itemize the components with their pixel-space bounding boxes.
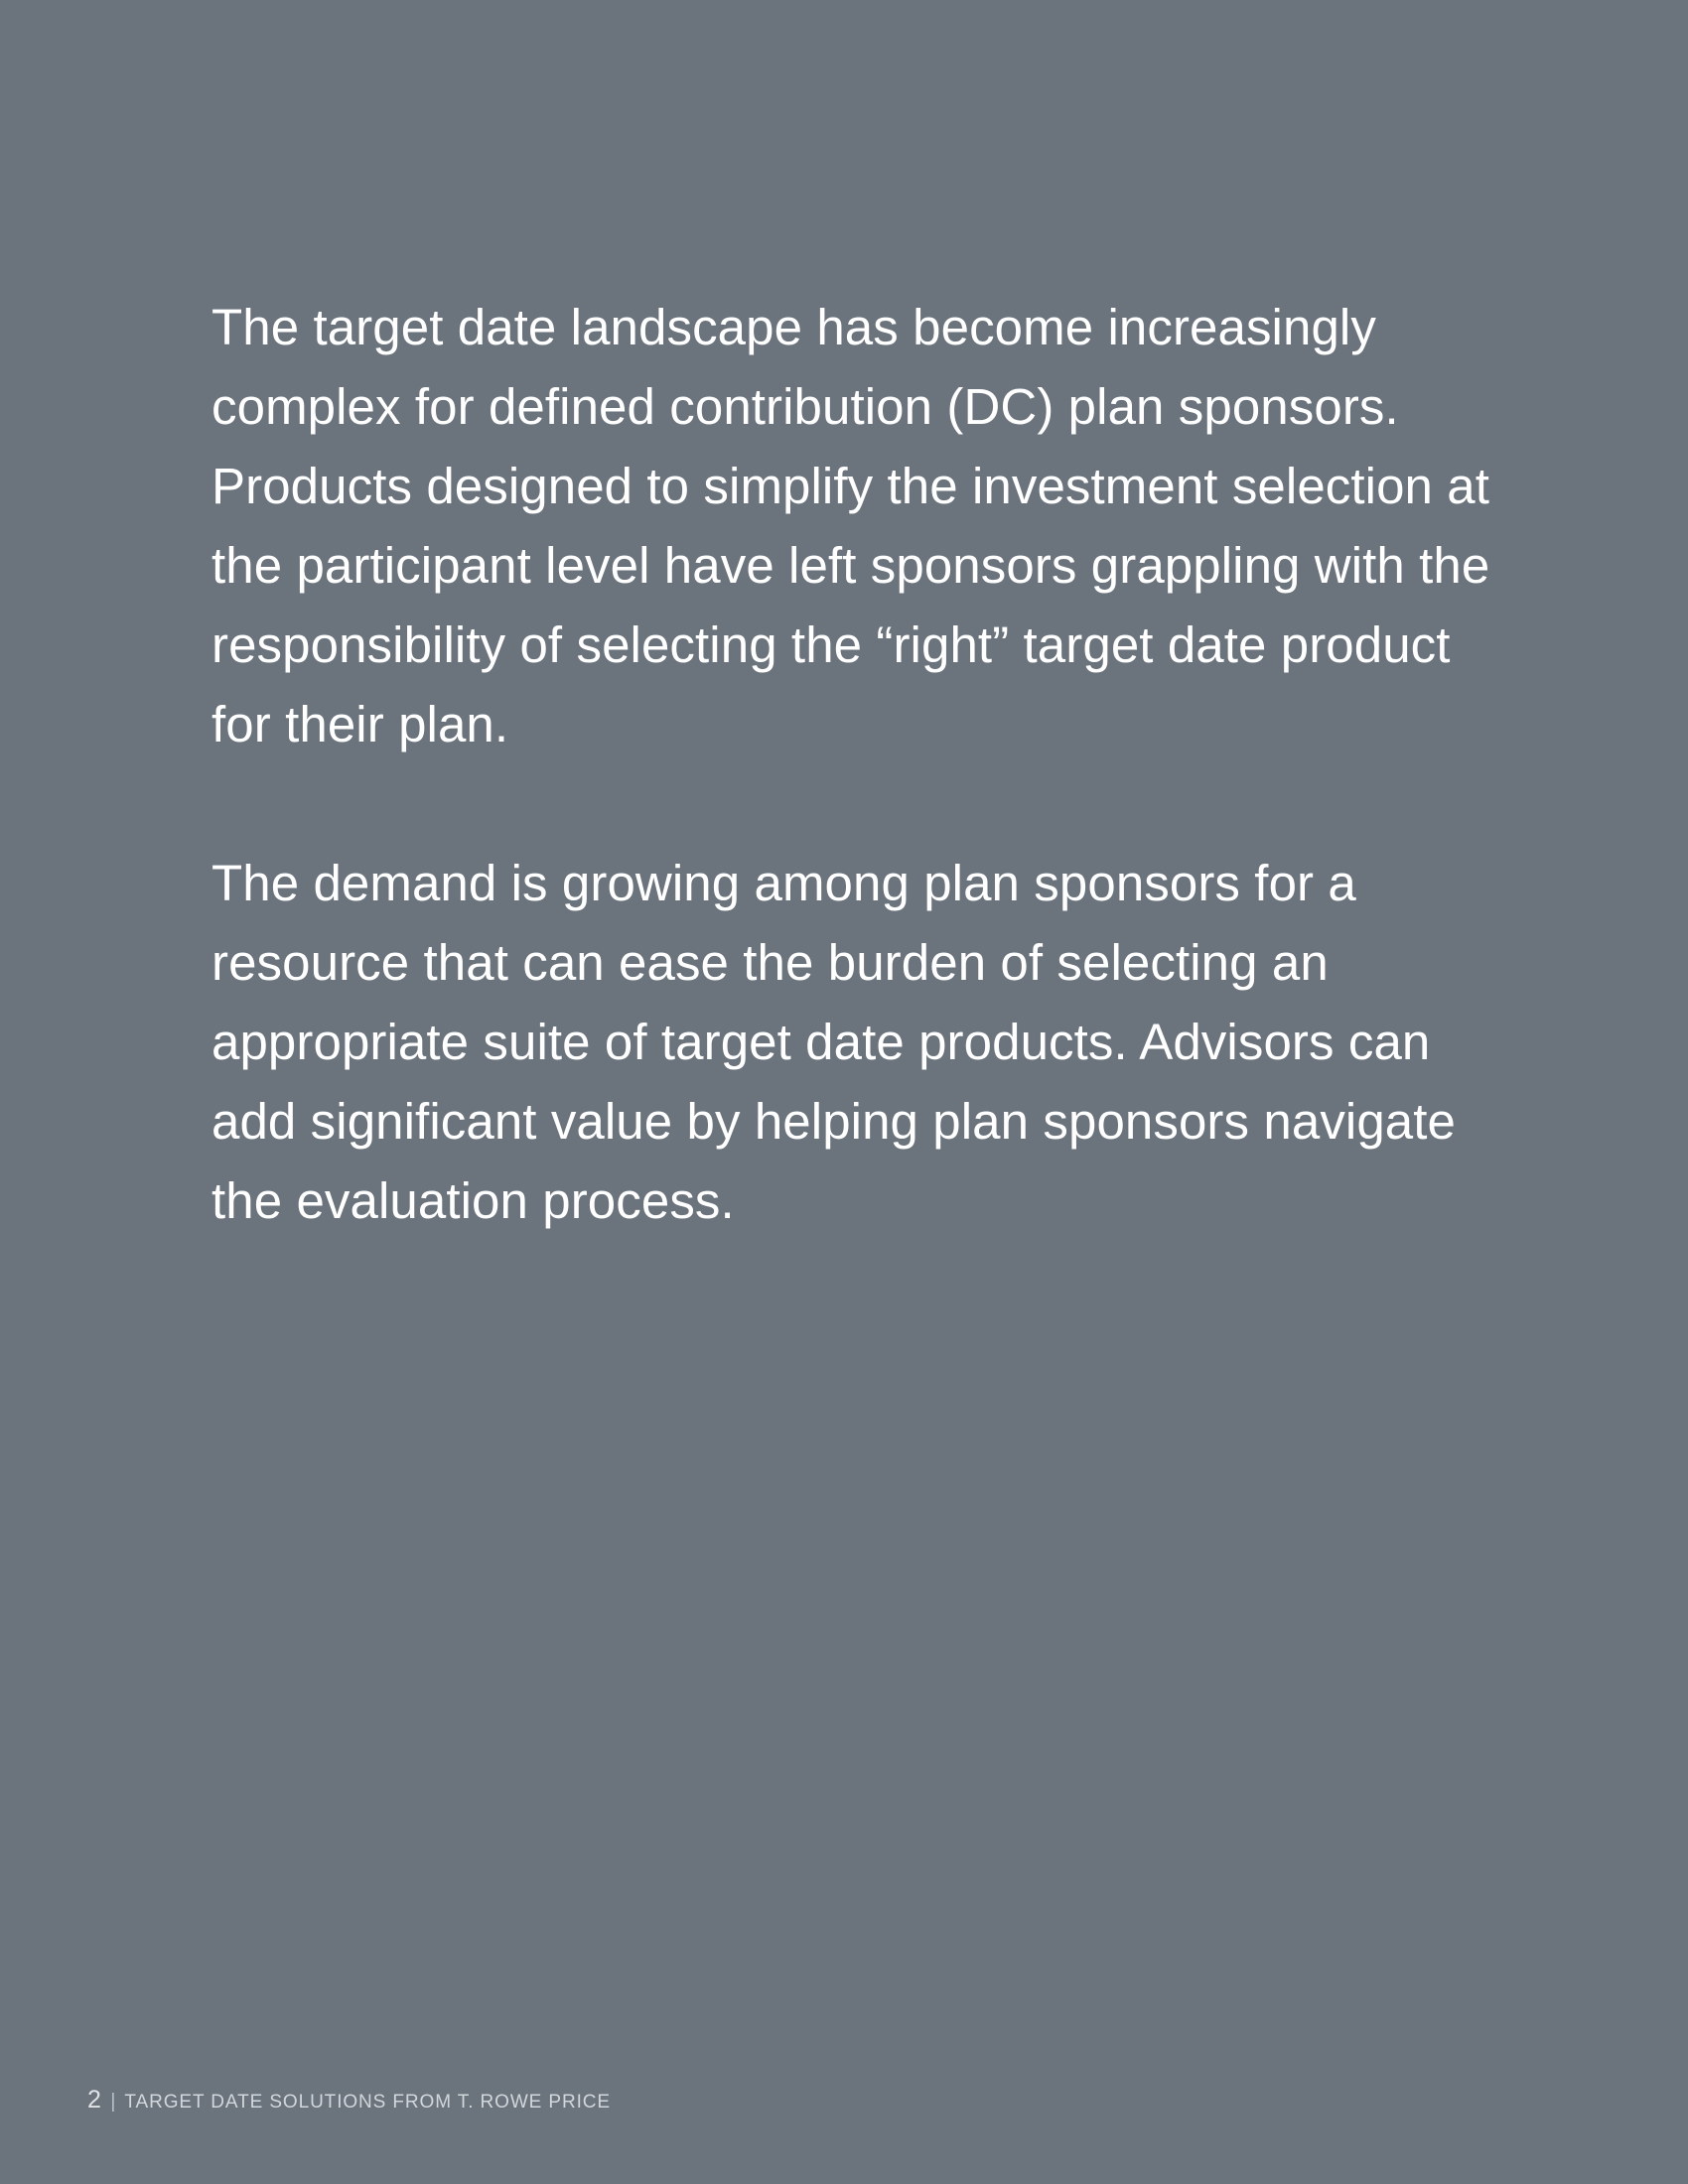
footer-separator: |: [110, 2091, 116, 2113]
lead-paragraph-1: The target date landscape has become increasingly complex for defined contribution (DC) plan sponsors. Products designed to simplify the investment selection at the participant level have left sponsors grappling with the responsibility of selecting the “right” target date product for their plan.: [211, 299, 1490, 752]
lead-paragraph-2: The demand is growing among plan sponsors for a resource that can ease the burden of selecting an appropriate suite of target date products. Advisors can add significant value by helping plan sponsors navigate the evaluation process.: [211, 855, 1457, 1229]
page-footer: [0, 2065, 1688, 2184]
footer-content: [87, 2086, 611, 2115]
paragraph-spacer: [211, 764, 1522, 844]
footer-page-number: 2: [87, 2086, 102, 2114]
page-content: [211, 288, 1522, 1241]
footer-title: TARGET DATE SOLUTIONS FROM T. ROWE PRICE: [124, 2092, 612, 2113]
